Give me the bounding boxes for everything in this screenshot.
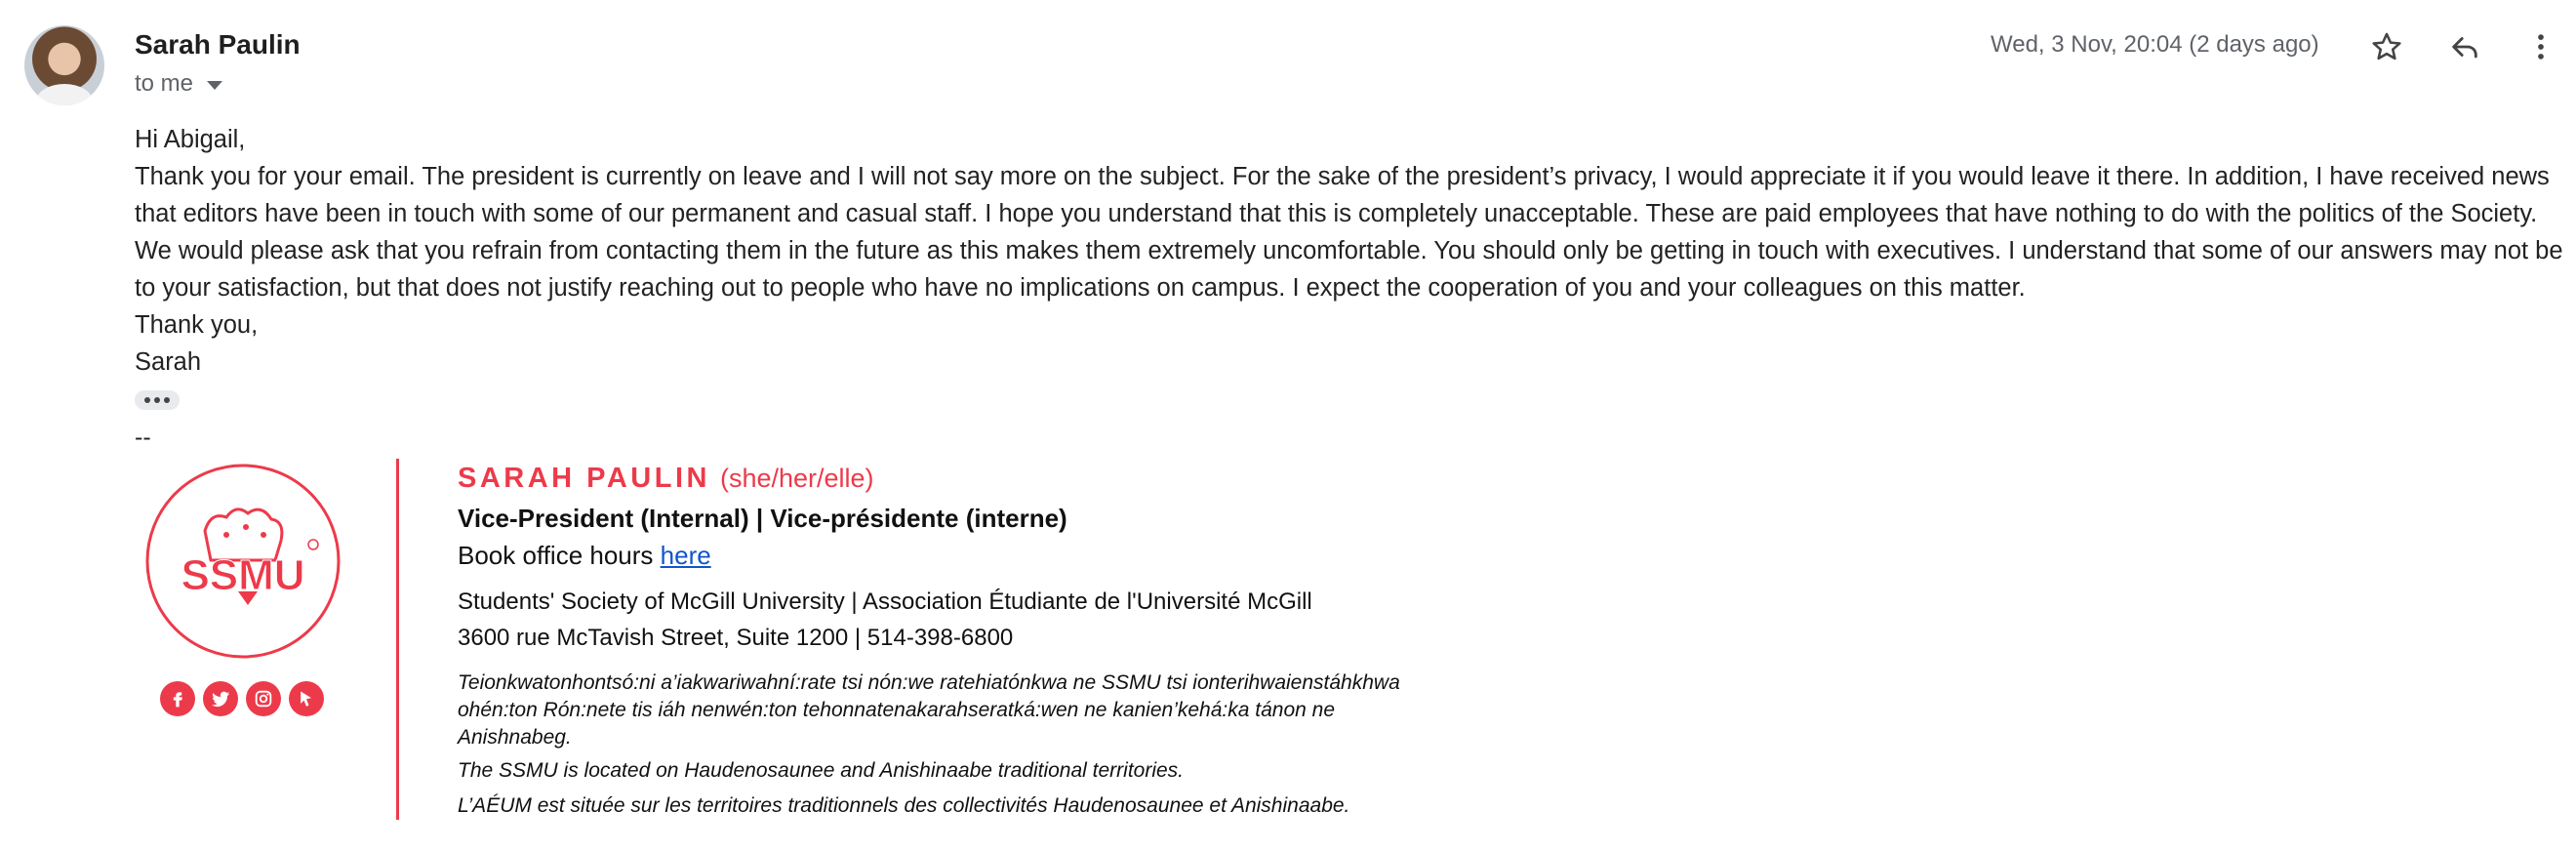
land-acknowledgement-en: The SSMU is located on Haudenosaunee and Anishinaabe traditional territories. — [458, 759, 1185, 782]
closing: Thank you, — [135, 311, 259, 339]
office-hours-link[interactable]: here — [660, 541, 711, 570]
signature-divider — [396, 459, 399, 820]
message-paragraph: Thank you for your email. The president is currently on leave and I will not say more on the subject. For the sake of the president’s privacy, I would appreciate it if you would leave it there. In addition, I have received news that editors have been in touch with some of our permanent and casual staff. I hope you understand that this is completely unacceptable. These are paid employees that have nothing to do with the politics of the Society. We would please ask that you refrain from contacting them in the future as this makes them extremely uncomfortable. You should only be getting in touch with executives. I understand that some of our answers may not be to your satisfaction, but that does not justify reaching out to people who have no implications on campus. I expect the cooperation of you and your colleagues on this matter. — [135, 163, 2563, 302]
signature-role: Vice-President (Internal) | Vice-présidente (interne) — [458, 504, 1067, 533]
star-button[interactable] — [2359, 20, 2414, 74]
show-trimmed-content-button[interactable] — [135, 390, 180, 410]
land-acknowledgement-fr: L’AÉUM est située sur les territoires traditionnels des collectivités Haudenosaunee et Anishinaabe. — [458, 794, 1350, 817]
more-vert-icon — [2524, 30, 2557, 63]
message-date: Wed, 3 Nov, 20:04 (2 days ago) — [1991, 31, 2319, 58]
reply-icon — [2448, 30, 2481, 63]
message-body — [135, 121, 2564, 381]
recipient-label: to me — [135, 70, 194, 97]
social-links — [160, 681, 324, 716]
twitter-icon[interactable] — [203, 681, 238, 716]
office-hours-line — [458, 541, 711, 571]
signature-name-line — [458, 463, 874, 495]
reply-button[interactable] — [2437, 20, 2492, 74]
website-cursor-icon[interactable] — [289, 681, 324, 716]
signature-address: 3600 rue McTavish Street, Suite 1200 | 514-398-6800 — [458, 625, 1014, 651]
signoff: Sarah — [135, 348, 202, 376]
land-acknowledgement-kanienkeha: Teionkwatonhontsó:ni a’iakwariwahní:rate tsi nón:we ratehiatónkwa ne SSMU tsi ionterihwaienstáhkhwa ohén:ton Rón:nete tis iáh nenwén:ton tehonnatenakarahseratká:wen ne kanien’kehá:ka tánon ne Anishnabeg. — [458, 671, 1400, 749]
logo-wordmark: SSMU — [181, 551, 305, 599]
office-hours-label: Book office hours — [458, 541, 654, 570]
ssmu-logo — [144, 463, 342, 660]
sender-avatar[interactable] — [24, 25, 104, 105]
recipient-details-toggle[interactable] — [135, 70, 222, 98]
more-options-button[interactable] — [2514, 20, 2568, 74]
signature-organization: Students' Society of McGill University | Association Étudiante de l'Université McGill — [458, 588, 1312, 615]
signature-name: SARAH PAULIN — [458, 463, 710, 494]
facebook-icon[interactable] — [160, 681, 195, 716]
greeting: Hi Abigail, — [135, 126, 246, 153]
signature-pronouns: (she/her/elle) — [719, 464, 874, 493]
signature-separator: -- — [135, 424, 151, 451]
star-icon — [2370, 30, 2403, 63]
chevron-down-icon[interactable] — [207, 81, 222, 90]
instagram-icon[interactable] — [246, 681, 281, 716]
sender-name[interactable]: Sarah Paulin — [135, 29, 301, 60]
